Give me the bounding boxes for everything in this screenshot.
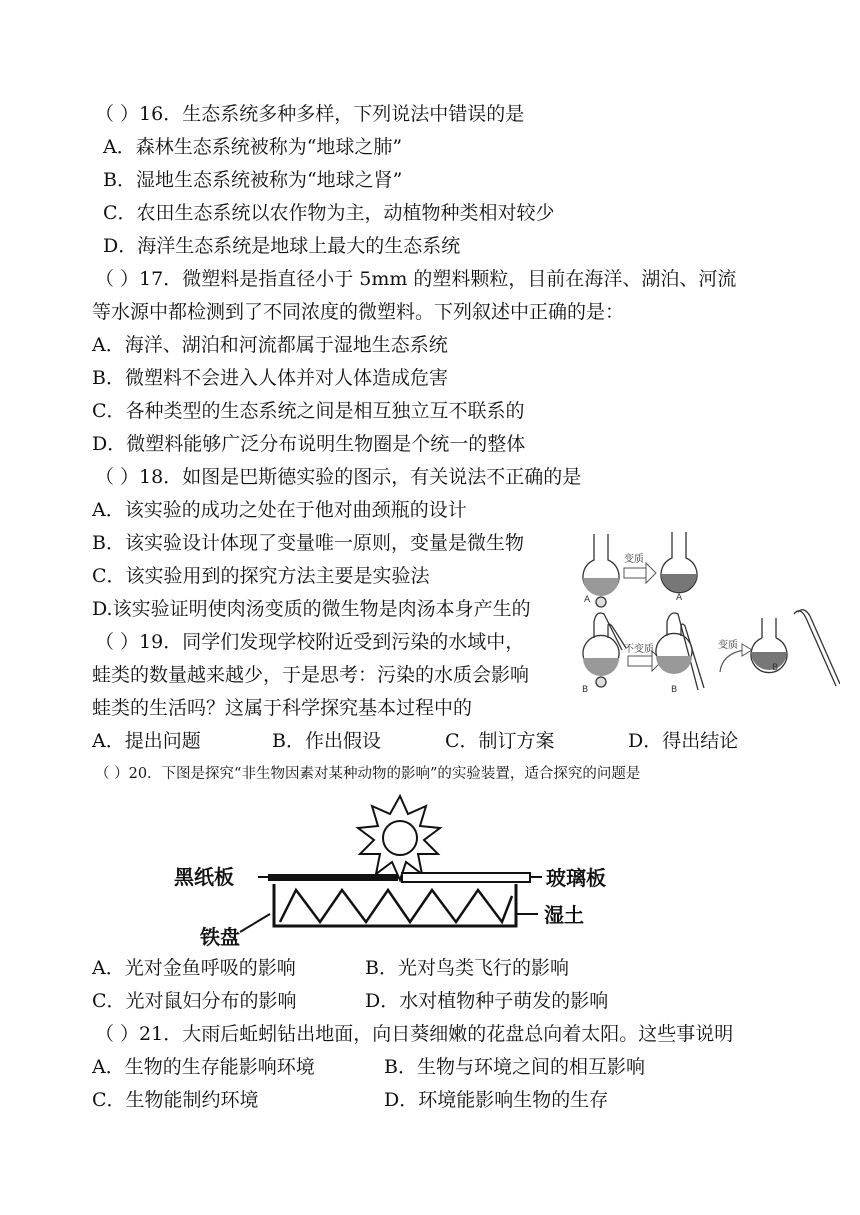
q20-option-b: B．光对鸟类飞行的影响 xyxy=(365,957,569,979)
flask-a-label-left: A xyxy=(584,595,591,605)
wet-soil-label: 湿土 xyxy=(544,903,584,927)
black-board-label: 黑纸板 xyxy=(174,865,234,889)
q20-option-c: C．光对鼠妇分布的影响 xyxy=(92,990,297,1012)
arrow-spoiled-bottom xyxy=(720,650,744,672)
q19-stem-line3: 蛙类的生活吗？这属于科学探究基本过程中的 xyxy=(92,697,473,719)
light-experiment-figure xyxy=(170,792,640,950)
label-spoiled-top: 变质 xyxy=(624,554,644,565)
q20-option-d: D．水对植物种子萌发的影响 xyxy=(365,990,609,1012)
arrow-spoiled-top xyxy=(624,563,656,583)
label-not-spoiled: 不变质 xyxy=(624,644,654,655)
glass-board-label: 玻璃板 xyxy=(546,866,606,890)
flask-a-label-right: A xyxy=(676,593,683,603)
q18-stem: （ ）18．如图是巴斯德实验的图示，有关说法不正确的是 xyxy=(95,466,582,488)
flask-b-label-right: B xyxy=(772,663,779,673)
q19-stem-line1: （ ）19．同学们发现学校附近受到污染的水域中， xyxy=(95,631,525,653)
q21-option-d: D．环境能影响生物的生存 xyxy=(384,1089,609,1111)
q21-option-a: A．生物的生存能影响环境 xyxy=(92,1056,315,1078)
q18-option-a: A．该实验的成功之处在于他对曲颈瓶的设计 xyxy=(92,499,467,521)
q18-option-c: C．该实验用到的探究方法主要是实验法 xyxy=(92,565,430,587)
q16-option-b: B．湿地生态系统被称为“地球之肾” xyxy=(103,169,403,191)
q19-option-c: C．制订方案 xyxy=(445,730,555,752)
q17-stem-line1: （ ）17．微塑料是指直径小于 5mm 的塑料颗粒，目前在海洋、湖泊、河流 xyxy=(95,268,737,290)
wet-soil-shape xyxy=(280,890,512,922)
q18-option-d: D.该实验证明使肉汤变质的微生物是肉汤本身产生的 xyxy=(92,598,531,620)
q16-stem: （ ）16．生态系统多种多样，下列说法中错误的是 xyxy=(95,103,525,125)
label-spoiled-bottom: 变质 xyxy=(718,640,738,651)
q21-option-b: B．生物与环境之间的相互影响 xyxy=(384,1056,645,1078)
q21-stem: （ ）21．大雨后蚯蚓钻出地面，向日葵细嫩的花盘总向着太阳。这些事说明 xyxy=(95,1023,734,1045)
flask-b-right xyxy=(751,610,840,686)
q19-option-b: B．作出假设 xyxy=(272,730,381,752)
flask-b-middle xyxy=(656,613,704,690)
q17-stem-line2: 等水源中都检测到了不同浓度的微塑料。下列叙述中正确的是： xyxy=(92,301,625,323)
q21-option-c: C．生物能制约环境 xyxy=(92,1089,259,1111)
q20-option-a: A．光对金鱼呼吸的影响 xyxy=(92,957,296,979)
q17-option-c: C．各种类型的生态系统之间是相互独立互不联系的 xyxy=(92,400,525,422)
q19-option-a: A．提出问题 xyxy=(92,730,201,752)
flask-b-left xyxy=(583,613,626,687)
black-board-shape xyxy=(268,874,398,881)
pasteur-experiment-figure xyxy=(572,522,840,700)
sun-icon xyxy=(358,796,440,880)
q16-option-a: A．森林生态系统被称为“地球之肺” xyxy=(103,136,403,158)
q18-option-b: B．该实验设计体现了变量唯一原则，变量是微生物 xyxy=(92,532,524,554)
flask-a-right xyxy=(661,532,697,593)
q19-stem-line2: 蛙类的数量越来越少，于是思考：污染的水质会影响 xyxy=(92,664,530,686)
q17-option-d: D．微塑料能够广泛分布说明生物圈是个统一的整体 xyxy=(92,433,526,455)
q17-option-a: A．海洋、湖泊和河流都属于湿地生态系统 xyxy=(92,334,448,356)
q17-option-b: B．微塑料不会进入人体并对人体造成危害 xyxy=(92,367,448,389)
glass-board-shape xyxy=(402,873,530,882)
q16-option-d: D．海洋生态系统是地球上最大的生态系统 xyxy=(103,235,461,257)
q20-stem: （ ）20．下图是探究“非生物因素对某种动物的影响”的实验装置，适合探究的问题是 xyxy=(95,766,641,782)
q19-option-d: D．得出结论 xyxy=(628,730,739,752)
flask-b-label-middle: B xyxy=(671,685,678,695)
flask-b-label-left: B xyxy=(582,685,589,695)
q16-option-c: C．农田生态系统以农作物为主，动植物种类相对较少 xyxy=(103,202,555,224)
iron-tray-label: 铁盘 xyxy=(200,925,240,949)
